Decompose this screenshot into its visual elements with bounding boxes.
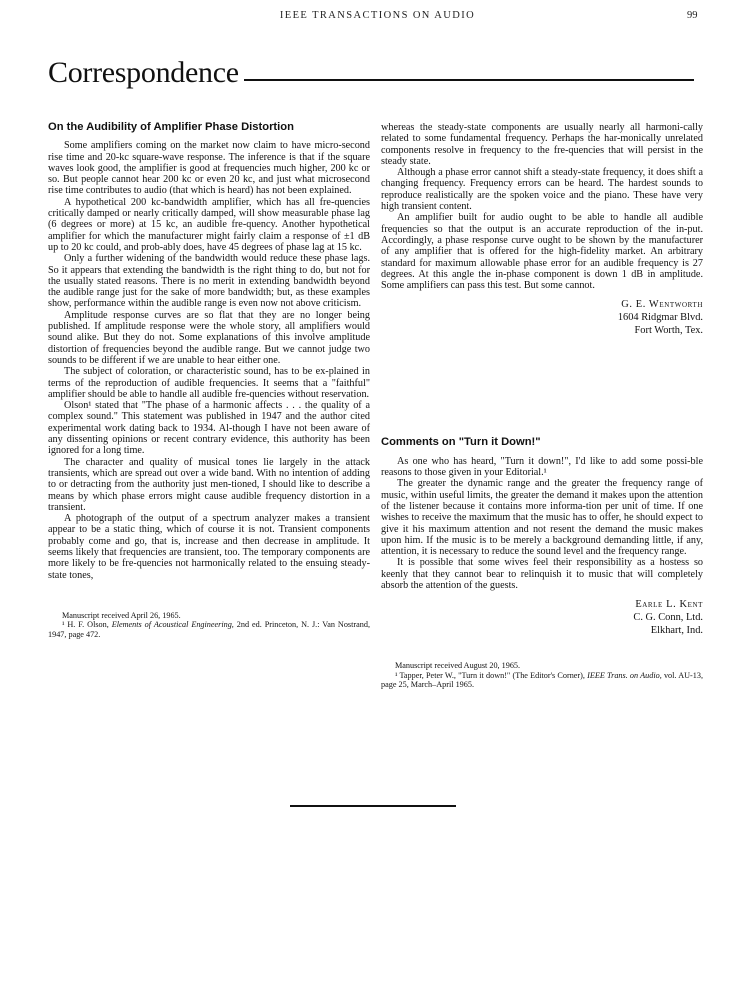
paragraph: An amplifier built for audio ought to be able to handle all audible frequencies so that the output is an accurate reproduction of the in-put. Accordingly, a phase response curve ought to be shown by the manufacturer of any amplifier that is offered for the high-fidelity market. An arbitrary standard for maximum allowable phase error for an audible frequency is 27 degrees. At this angle the in-phase component is down 1 dB in amplitude. Some amplifiers can pass this test. But some cannot. bbox=[381, 212, 703, 292]
running-head: IEEE TRANSACTIONS ON AUDIO bbox=[279, 10, 476, 21]
paragraph: Some amplifiers coming on the market now claim to have micro-second rise time and 20-kc square-wave response. The inference is that if the square waves look good, the amplifier is good at frequencies much higher, 200 kc or so. But people cannot hear 200 kc or even 20 kc, and just what microsecond rise time contributes to audio (that which is heard) has not been explained. bbox=[48, 140, 370, 197]
paragraph: whereas the steady-state components are usually nearly all harmoni-cally related to some fundamental frequency. Perhaps the har-monically unrelated components resolve in frequency to the fre-quencies that will persist in the steady state. bbox=[381, 122, 703, 167]
paragraph: The greater the dynamic range and the greater the frequency range of music, within useful limits, the greater the demand it makes upon the attention of the listener because it contains more informa-tion per unit of time. If one wishes to receive the maximum that the music has to offer, he should expect to give it his maximum attention and not resent the demand the music makes upon him. If the music is to be merely a background demanding little, if any, attention, it is necessary to reduce the sound level and the frequency range. bbox=[381, 478, 703, 558]
author-name: Earle L. Kent bbox=[635, 599, 703, 611]
paragraph: The character and quality of musical tones lie largely in the attack transients, which are spread out over a wide band. With no intention of adding to or detracting from the authority just men-tioned, I should like to describe a means by which phase errors might cause audible frequency distortion in a transient. bbox=[48, 456, 370, 513]
reference-prefix: ¹ Tapper, Peter W., "Turn it down!" (The Editor's Corner), bbox=[395, 670, 588, 680]
section-title: Correspondence bbox=[48, 56, 239, 89]
manuscript-received-note: Manuscript received August 20, 1965. bbox=[395, 661, 521, 671]
reference-title: IEEE Trans. on Audio bbox=[587, 670, 660, 680]
paragraph: Only a further widening of the bandwidth would reduce these phase lags. So it appears that extending the bandwidth is the right thing to do, but not for the usually stated reasons. There is no merit in extending bandwidth beyond the audible range just for the sake of more bandwidth; but, as these examples show, performance within the audible range is even now not above criticism. bbox=[48, 253, 370, 310]
reference-footnote bbox=[48, 620, 370, 639]
reference-title: Elements of Acoustical Engineering bbox=[111, 620, 232, 630]
footnotes bbox=[48, 611, 370, 639]
signature-block bbox=[381, 298, 703, 337]
author-address-line: Elkhart, Ind. bbox=[650, 625, 703, 637]
reference-prefix: ¹ H. F. Olson, bbox=[62, 620, 112, 630]
paragraph: The subject of coloration, or characteristic sound, has to be ex-plained in terms of the reproduction of audible frequencies. It seems that a "faithful" amplifier should be able to handle all audible fre-quencies without reservation. bbox=[48, 366, 370, 400]
paragraph: Although a phase error cannot shift a steady-state frequency, it does shift a changing frequency. Frequency errors can be heard. The hardest sounds to reproduce realistically are the spoken voice and the piano. These have very high transient content. bbox=[381, 167, 703, 213]
author-address-line: Fort Worth, Tex. bbox=[634, 325, 703, 337]
end-of-section-rule bbox=[290, 805, 456, 807]
signature-block bbox=[381, 598, 703, 637]
paragraph: Olson¹ stated that "The phase of a harmonic affects . . . the quality of a complex sound." This statement was published in 1947 and the author cited experimental work dating back to 1934. Al-though I have not been aware of any dissenting opinions or recent contrary evidence, this authority has been ignored for a long time. bbox=[48, 400, 370, 457]
article-title: Comments on "Turn it Down!" bbox=[381, 436, 541, 449]
author-name: G. E. Wentworth bbox=[621, 299, 703, 311]
author-address-line: C. G. Conn, Ltd. bbox=[633, 612, 703, 624]
footnotes bbox=[381, 661, 703, 689]
reference-suffix: , 2nd ed. Princeton, N. J.: Van Nostrand, 1947, page 472. bbox=[48, 620, 370, 639]
paragraph: A hypothetical 200 kc-bandwidth amplifier, which has all fre-quencies critically damped or nearly critically damped, will show measurable phase lag (6 degrees or more) at 15 kc, an audible fre-quency. Another hypothetical amplifier for which the manufacturer might fairly claim a response of ±1 dB up to 20 kc could, and prob-ably does, have 45 degrees of phase lag at 15 kc. bbox=[48, 196, 370, 253]
paragraph: A photograph of the output of a spectrum analyzer makes a transient appear to be a static thing, which of course it is not. Transient components probably come and go, that is, increase and then decrease in amplitude. It seems likely that frequencies are transient, too. The temporary components are more likely to be fre-quencies not harmonically related to the ensuing steady-state tones, bbox=[48, 513, 370, 581]
page-number: 99 bbox=[687, 10, 698, 21]
manuscript-received-note: Manuscript received April 26, 1965. bbox=[62, 610, 181, 620]
section-title-rule bbox=[244, 79, 694, 81]
reference-footnote bbox=[381, 671, 703, 690]
paragraph: It is possible that some wives feel their responsibility as a hostess so keenly that they cannot bear to relinquish it to music that will completely absorb the attention of the guests. bbox=[381, 557, 703, 592]
author-address-line: 1604 Ridgmar Blvd. bbox=[617, 312, 703, 324]
left-column bbox=[48, 122, 370, 639]
reference-suffix: , vol. AU-13, page 25, March–April 1965. bbox=[381, 670, 703, 690]
paragraph: Amplitude response curves are so flat that they are no longer being published. If amplitude response were the whole story, all amplifiers would sound alike. But they do not. Some explanations of this involve amplitude distortion of frequencies beyond the audible range. But we cannot judge two sounds to be different if we are unable to hear either one. bbox=[48, 309, 370, 366]
article-title: On the Audibility of Amplifier Phase Distortion bbox=[48, 121, 294, 133]
right-column bbox=[381, 122, 703, 690]
paragraph: As one who has heard, "Turn it down!", I'd like to add some possi-ble reasons to those given in your Editorial.¹ bbox=[381, 455, 703, 479]
